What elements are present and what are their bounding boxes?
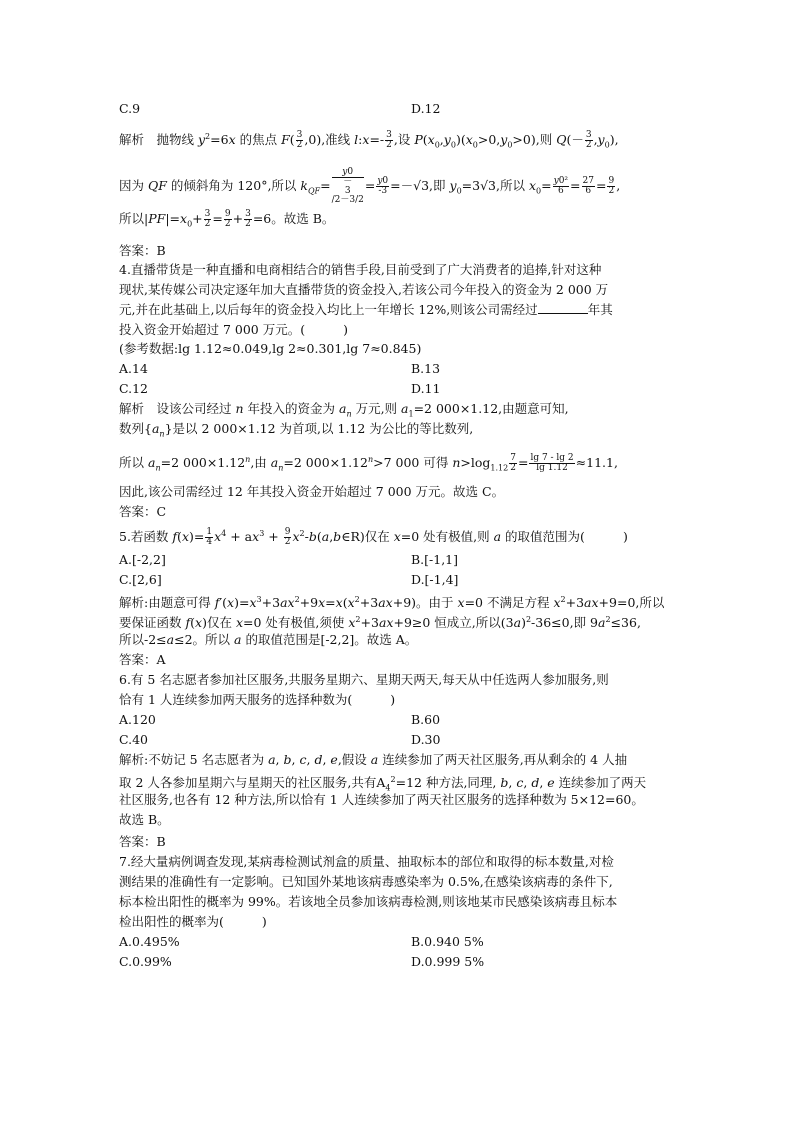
q5-solution-line-2: 要保证函数 f(x)仅在 x=0 处有极值,须使 $x^2+3ax+9\ge 0$ 恒成立,所以$(3a)^2-36\le 0$,即 $9a^2\le 36$, <box>119 615 641 631</box>
q6-option-b: B.60 <box>411 712 441 727</box>
q4-stem-line-3 <box>119 301 613 319</box>
q4-answer: 答案：C <box>119 504 167 519</box>
q6-solution-line-3: 社区服务,也各有 12 种方法,所以恰有 1 人连续参加了两天社区服务的选择种数为 5×12=60。 <box>119 792 644 807</box>
q3-option-d: D.12 <box>411 101 441 116</box>
q7-option-a: A.0.495% <box>119 934 180 949</box>
q3-solution-line-3: 所以$|PF|=x_0+$ $\frac{3}{2}$ = $\frac{9}{2}$ + $\frac{3}{2}$ =6。故选 B。 <box>119 209 335 229</box>
q4-solution-line-1: 解析 设该公司经过 n 年投入的资金为 $a_n$ 万元,则 $a_1=2$ 000×1.12,由题意可知, <box>119 401 569 419</box>
q4-option-c: C.12 <box>119 381 148 396</box>
q4-solution-line-2: 数列$\{a_n\}$是以 2 000×1.12 为首项,以 1.12 为公比的等比数列, <box>119 421 474 439</box>
q7-stem-line-4 <box>119 913 267 931</box>
q6-answer: 答案：B <box>119 834 166 849</box>
q4-stem-line-2: 现状,某传媒公司决定逐年加大直播带货的资金投入,若该公司今年投入的资金为 2 000 万 <box>119 282 609 297</box>
q5-option-b: B.[-1,1] <box>411 552 459 567</box>
q6-stem-line-1: 6.有 5 名志愿者参加社区服务,共服务星期六、星期天两天,每天从中任选两人参加服务,则 <box>119 672 609 687</box>
q4-stem-line-4 <box>119 321 348 339</box>
q5-option-a: A.[-2,2] <box>119 552 166 567</box>
q6-stem-line-2 <box>119 691 395 709</box>
q4-stem-line-3a: 元,并在此基础上,以后每年的资金投入均比上一年增长 12%,则该公司需经过 <box>119 302 538 317</box>
q6-stem-line-2b: ) <box>390 692 396 707</box>
q5-option-d: D.[-1,4] <box>411 572 459 587</box>
q4-stem-line-4a: 投入资金开始超过 7 000 万元。( <box>119 322 306 337</box>
q4-reference-data: (参考数据:lg 1.12≈0.049,lg 2≈0.301,lg 7≈0.845) <box>119 341 422 356</box>
q4-option-d: D.11 <box>411 381 441 396</box>
q5-option-c: C.[2,6] <box>119 572 162 587</box>
q7-option-c: C.0.99% <box>119 954 172 969</box>
q6-solution-line-1: 解析:不妨记 5 名志愿者为 a, b, c, d, e,假设 a 连续参加了两天社区服务,再从剩余的 4 人抽 <box>119 752 628 767</box>
q5-answer: 答案：A <box>119 652 166 667</box>
q4-stem-line-3b: 年其 <box>587 302 613 317</box>
q7-stem-line-4b: ) <box>261 914 267 929</box>
q7-stem-line-3: 标本检出阳性的概率为 99%。若该地全员参加该病毒检测,则该地某市民感染该病毒且标本 <box>119 894 618 909</box>
q3-answer: 答案：B <box>119 243 166 258</box>
q6-stem-line-2a: 恰有 1 人连续参加两天服务的选择种数为( <box>119 692 353 707</box>
q4-solution-line-4: 因此,该公司需经过 12 年其投入资金开始超过 7 000 万元。故选 C。 <box>119 484 505 499</box>
q4-stem-line-1: 4.直播带货是一种直播和电商相结合的销售手段,目前受到了广大消费者的追捧,针对这种 <box>119 262 602 277</box>
q5-solution-line-3: 所以-2≤a≤2。所以 a 的取值范围是[-2,2]。故选 A。 <box>119 632 418 647</box>
q4-option-b: B.13 <box>411 361 441 376</box>
q3-option-c: C.9 <box>119 101 141 116</box>
q6-solution-line-2: 取 2 人各参加星期六与星期天的社区服务,共有$A_4^2=12$ 种方法,同理, b, c, d, e 连续参加了两天 <box>119 775 647 793</box>
q7-stem-line-1: 7.经大量病例调查发现,某病毒检测试剂盒的质量、抽取标本的部位和取得的标本数量,对检 <box>119 854 614 869</box>
q7-stem-line-4a: 检出阳性的概率为( <box>119 914 224 929</box>
q5-stem: 5.若函数 f(x)= $\frac{1}{4}$ $x^4 + ax^3$ + $\frac{9}{2}$ $x^2-b(a,b\in R)$仅在 x=0 处有极值,则 a 的取值范围为( ) <box>119 527 628 548</box>
q6-option-d: D.30 <box>411 732 441 747</box>
q4-stem-line-4b: ) <box>343 322 348 337</box>
q6-option-a: A.120 <box>119 712 156 727</box>
q5-solution-line-1: 解析:由题意可得 $f'(x)=x^3+3ax^2+9x=x(x^2+3ax+9)$。由于 x=0 不满足方程 $x^2+3ax+9=0$,所以 <box>119 595 665 611</box>
q4-option-a: A.14 <box>119 361 148 376</box>
q7-option-b: B.0.940 5% <box>411 934 484 949</box>
q6-solution-line-4: 故选 B。 <box>119 812 170 827</box>
q4-answer-blank <box>538 301 588 314</box>
q6-option-c: C.40 <box>119 732 148 747</box>
q4-solution-line-3: 所以 $a_n=2$ $000\times 1.12^n$,由 $a_n=2$ $000\times 1.12^n>7$ 000 可得 $n>\log_{1.12}$ $\frac{7}{2}$ = $\frac{\lg 7 - \lg 2}{\lg 1.12}$ ≈11.1, <box>119 453 618 474</box>
q7-option-d: D.0.999 5% <box>411 954 485 969</box>
q3-solution-line-2: 因为 QF 的倾斜角为 120°,所以 $k_{QF}=$ y0 － 3 /2－3/2 = $\frac{y0}{-3}$ =－√3,即 $y_0=3√3$,所以 $x_0=$ $\frac{\text{y0²}}{6}$ = $\frac{27}{6}$ = $\frac{9}{2}$ , <box>119 167 621 205</box>
q7-stem-line-2: 测结果的准确性有一定影响。已知国外某地该病毒感染率为 0.5%,在感染该病毒的条件下, <box>119 874 613 889</box>
q3-solution-line-1: 解析 抛物线 $y^2=6x$ 的焦点 F( $\frac{3}{2}$ ,0),准线 l:x=- $\frac{3}{2}$ ,设 $P(x_0,y_0)(x_0>0,y_0>0)$,则 Q(－ $\frac{3}{2}$ $,y_0$), <box>119 130 619 151</box>
